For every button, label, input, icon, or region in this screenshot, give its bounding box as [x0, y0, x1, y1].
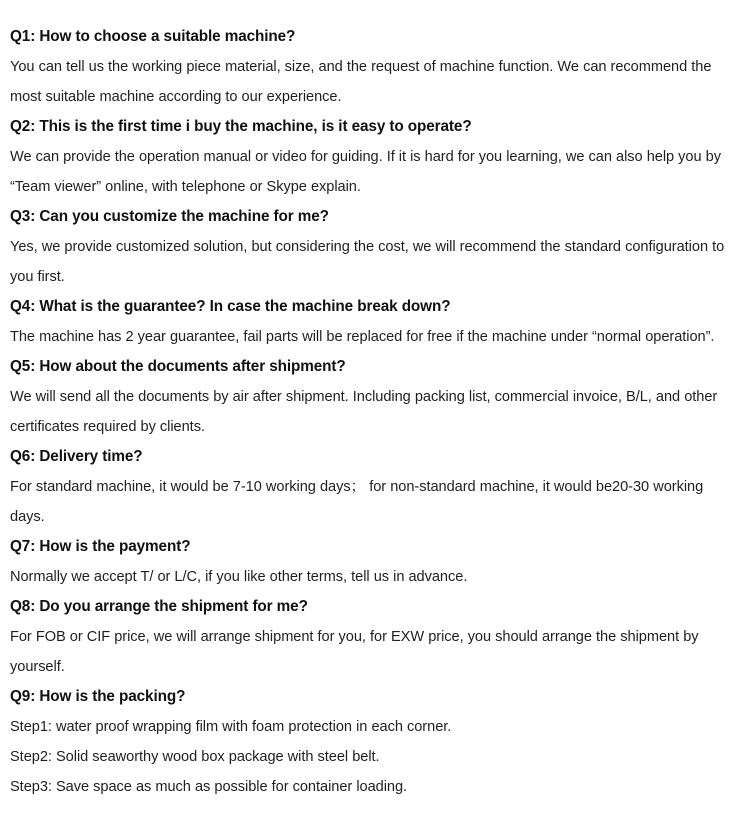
faq-entry — [10, 22, 732, 112]
faq-answer-step: Step2: Solid seaworthy wood box package with steel belt. — [10, 749, 380, 765]
faq-answer: We will send all the documents by air after shipment. Including packing list, commercial invoice, B/L, and other certificates required by clients. — [10, 389, 722, 435]
faq-entry — [10, 592, 732, 682]
faq-question: Q1: How to choose a suitable machine? — [10, 28, 296, 45]
faq-entry — [10, 292, 732, 352]
faq-answer: We can provide the operation manual or video for guiding. If it is hard for you learning, we can also help you by “Team viewer” online, with telephone or Skype explain. — [10, 149, 726, 195]
faq-question: Q3: Can you customize the machine for me? — [10, 208, 329, 225]
faq-question: Q9: How is the packing? — [10, 688, 186, 705]
faq-entry — [10, 352, 732, 442]
faq-answer-step: Step3: Save space as much as possible for container loading. — [10, 779, 408, 795]
faq-question: Q6: Delivery time? — [10, 448, 143, 465]
faq-entry — [10, 682, 732, 802]
faq-answer: The machine has 2 year guarantee, fail parts will be replaced for free if the machine under “normal operation”. — [10, 329, 715, 345]
faq-answer: For standard machine, it would be 7-10 working days； for non-standard machine, it would be20-30 working days. — [10, 479, 708, 525]
faq-entry — [10, 442, 732, 532]
faq-question: Q7: How is the payment? — [10, 538, 191, 555]
faq-answer: You can tell us the working piece material, size, and the request of machine function. We can recommend the most suitable machine according to our experience. — [10, 59, 716, 105]
faq-answer-step: Step1: water proof wrapping film with foam protection in each corner. — [10, 719, 452, 735]
faq-question: Q2: This is the first time i buy the machine, is it easy to operate? — [10, 118, 472, 135]
faq-question: Q4: What is the guarantee? In case the machine break down? — [10, 298, 451, 315]
faq-entry — [10, 532, 732, 592]
faq-entry — [10, 202, 732, 292]
faq-entry — [10, 112, 732, 202]
faq-answer: Normally we accept T/ or L/C, if you like other terms, tell us in advance. — [10, 569, 468, 585]
faq-question: Q5: How about the documents after shipment? — [10, 358, 346, 375]
faq-answer: Yes, we provide customized solution, but considering the cost, we will recommend the standard configuration to you first. — [10, 239, 729, 285]
faq-question: Q8: Do you arrange the shipment for me? — [10, 598, 308, 615]
faq-answer: For FOB or CIF price, we will arrange shipment for you, for EXW price, you should arrange the shipment by yourself. — [10, 629, 703, 675]
